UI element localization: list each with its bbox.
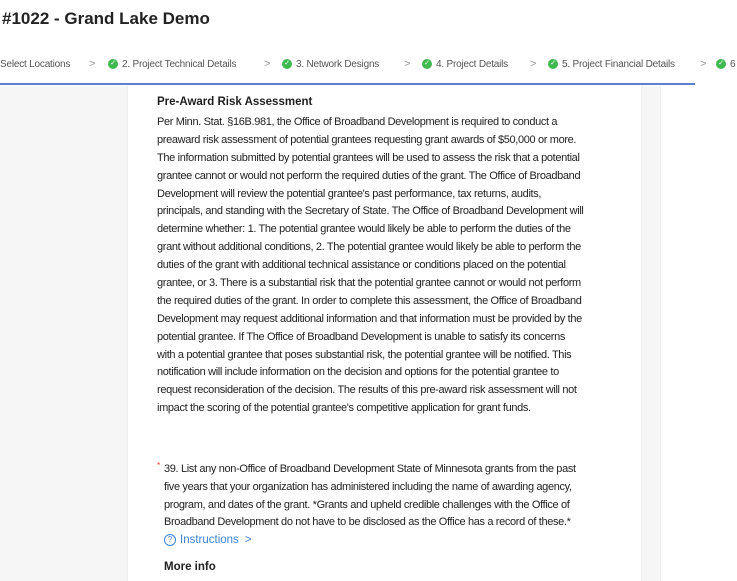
step-label: 3. Network Designs [296, 58, 380, 70]
chevron-right-icon: > [264, 58, 271, 70]
step-label: 2. Project Technical Details [122, 58, 237, 70]
chevron-right-icon: > [89, 58, 96, 70]
check-circle-icon: ✓ [422, 59, 432, 69]
step-label: Select Locations [0, 58, 71, 70]
progress-bar [0, 83, 695, 85]
text-line: program, and dates of the grant. *Grants and upheld credible challenges with the Office of [164, 498, 570, 511]
check-circle-icon: ✓ [716, 59, 726, 69]
step-network-designs[interactable] [282, 55, 379, 73]
text-line: Per Minn. Stat. §16B.981, the Office of Broadband Development is required to conduct a [157, 116, 558, 128]
step-label: 6 [730, 58, 736, 70]
check-circle-icon: ✓ [548, 59, 558, 69]
chevron-right-icon: > [530, 58, 537, 70]
step-project-technical-details[interactable] [108, 55, 236, 73]
text-line: Broadband Development do not have to be disclosed as the Office has a record of these.* [164, 516, 571, 529]
text-line: Development will review the potential grantee's past performance, tax returns, audits, [157, 187, 542, 200]
step-label: 4. Project Details [436, 58, 508, 70]
more-info-label: More info [164, 561, 216, 573]
chevron-right-icon: > [244, 534, 252, 546]
text-line: potential grantee. If The Office of Broadband Development is unable to satisfy its concerns [157, 330, 566, 343]
step-project-details[interactable] [422, 55, 508, 73]
chevron-right-icon: > [700, 58, 707, 70]
instructions-label: Instructions [180, 534, 239, 546]
step-6[interactable] [716, 55, 735, 73]
step-project-financial-details[interactable] [548, 55, 675, 73]
step-navigation [0, 55, 737, 73]
risk-assessment-text [157, 114, 584, 418]
text-line: preaward risk assessment of potential grantees requesting grant awards of $50,000 or more. [157, 133, 577, 146]
text-line: five years that your organization has administered including the name of awarding agency, [164, 480, 572, 493]
text-line: impact the scoring of the potential grantee's competitive application for grant funds. [157, 402, 531, 415]
text-line: duties of the grant with additional technical assistance or conditions placed on the potential [157, 259, 566, 272]
text-line: request reconsideration of the decision. The results of this pre-award risk assessment will not [157, 384, 577, 397]
text-line: determine whether: 1. The potential grantee would likely be able to perform the duties of the [157, 223, 571, 236]
section-heading: Pre-Award Risk Assessment [157, 96, 313, 108]
text-line: grantee cannot or would not perform the required duties of the grant. The Office of Broadband [157, 169, 581, 182]
page-title: #1022 - Grand Lake Demo [2, 9, 210, 28]
step-select-locations[interactable] [0, 55, 70, 73]
text-line: with a potential grantee that poses substantial risk, the potential grantee will be notified. This [157, 348, 572, 361]
text-line: notification will include information on the decision and options for the potential grantee to [157, 366, 559, 379]
chevron-right-icon: > [404, 58, 411, 70]
side-panel [660, 86, 737, 581]
check-circle-icon: ✓ [282, 59, 292, 69]
text-line: grant without additional conditions, 2. The potential grantee would likely be able to perform the [157, 241, 581, 254]
text-line: Development may request additional information and that information must be provided by the [157, 312, 582, 325]
text-line: 39. List any non-Office of Broadband Development State of Minnesota grants from the past [164, 463, 576, 475]
question-39-text [164, 461, 576, 532]
text-line: The information submitted by potential grantees will be used to assess the risk that a potential [157, 151, 580, 164]
step-label: 5. Project Financial Details [562, 58, 675, 70]
check-circle-icon: ✓ [108, 59, 118, 69]
text-line: principals, and standing with the Secretary of State. The Office of Broadband Development will [157, 205, 584, 218]
text-line: grantee, or 3. There is a substantial risk that the potential grantee cannot or would not perform [157, 277, 581, 290]
required-marker: * [157, 461, 161, 470]
instructions-link[interactable] [164, 534, 252, 546]
question-circle-icon: ? [164, 534, 176, 546]
text-line: the required duties of the grant. In order to complete this assessment, the Office of Broadband [157, 294, 582, 307]
